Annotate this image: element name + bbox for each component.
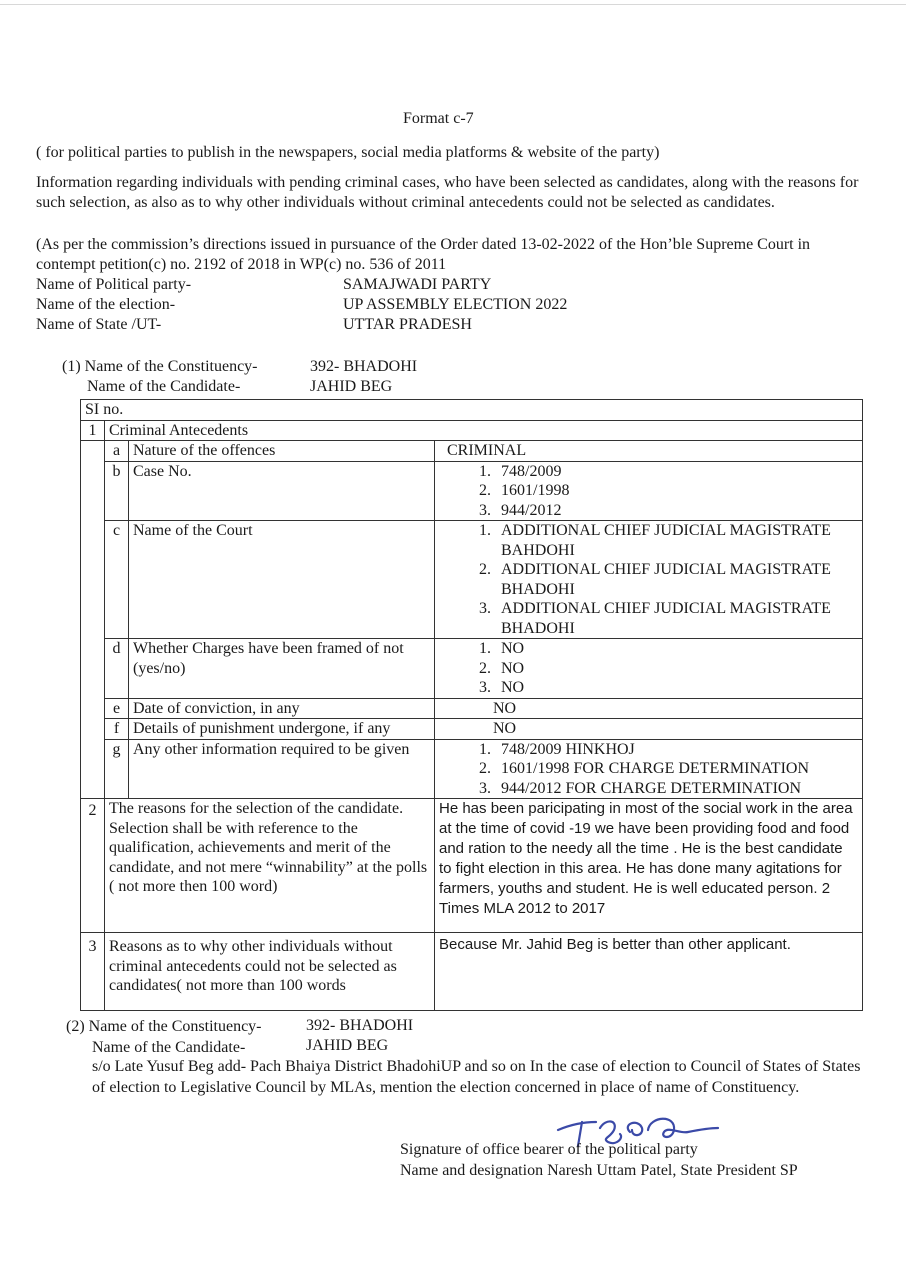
- list-item: 2. ADDITIONAL CHIEF JUDICIAL MAGISTRATE BHADOHI: [495, 560, 858, 599]
- table-row: [81, 719, 863, 740]
- candidate-value-2: JAHID BEG: [306, 1037, 389, 1054]
- charges-values: [435, 639, 863, 699]
- subtitle: ( for political parties to publish in the newspapers, social media platforms & website of the party): [36, 144, 660, 161]
- list-item: 2. 1601/1998: [495, 481, 858, 501]
- list-item: 3. ADDITIONAL CHIEF JUDICIAL MAGISTRATE BHADOHI: [495, 599, 858, 638]
- constituency-label-1: (1) Name of the Constituency-: [62, 358, 258, 375]
- constituency-value-2: 392- BHADOHI: [306, 1017, 414, 1034]
- table-row: [81, 420, 863, 441]
- list-item: 3. 944/2012: [495, 501, 858, 521]
- row-letter: c: [105, 521, 129, 639]
- sl-no-header: SI no.: [81, 400, 863, 421]
- table-row: [81, 441, 863, 462]
- row-letter: a: [105, 441, 129, 462]
- table-row: [81, 698, 863, 719]
- list-item: 1. NO: [495, 639, 858, 659]
- table-row: [81, 933, 863, 1011]
- selection-reason-label: The reasons for the selection of the candidate. Selection shall be with reference to the qualification, achievements and merit of the candidate, and not mere “winnability” at the polls ( not more then 100 word): [105, 799, 435, 933]
- court-label: Name of the Court: [129, 521, 435, 639]
- directions-paragraph: (As per the commission’s directions issued in pursuance of the Order dated 13-02-2022 of the Hon’ble Supreme Court in contempt petition(c) no. 2192 of 2018 in WP(c) no. 536 of 2011: [36, 236, 811, 273]
- charges-label: Whether Charges have been framed of not (yes/no): [129, 639, 435, 699]
- constituency-value-1: 392- BHADOHI: [310, 358, 418, 375]
- blank-cell: [81, 441, 105, 799]
- table-row: [81, 521, 863, 639]
- row-number: 1: [81, 420, 105, 441]
- list-item: 1. 748/2009 HINKHOJ: [495, 740, 858, 760]
- criminal-antecedents-title: Criminal Antecedents: [105, 420, 863, 441]
- list-item: 1. 748/2009: [495, 462, 858, 482]
- list-item: 1. ADDITIONAL CHIEF JUDICIAL MAGISTRATE BAHDOHI: [495, 521, 858, 560]
- table-row: [81, 799, 863, 933]
- list-item: 3. 944/2012 FOR CHARGE DETERMINATION: [495, 779, 858, 799]
- punishment-value: NO: [435, 719, 863, 740]
- candidate-address: s/o Late Yusuf Beg add- Pach Bhaiya District BhadohiUP and so on In the case of election to Council of States of States of election to Legislative Council by MLAs, mention the election concerned in place of name of Constituency.: [92, 1058, 861, 1096]
- row-letter: e: [105, 698, 129, 719]
- offence-label: Nature of the offences: [129, 441, 435, 462]
- row-number: 3: [81, 933, 105, 1011]
- punishment-label: Details of punishment undergone, if any: [129, 719, 435, 740]
- designation-line: Name and designation Naresh Uttam Patel, State President SP: [400, 1162, 798, 1179]
- case-no-label: Case No.: [129, 461, 435, 521]
- list-item: 2. 1601/1998 FOR CHARGE DETERMINATION: [495, 759, 858, 779]
- format-title: Format c-7: [403, 110, 474, 127]
- table-row: [81, 639, 863, 699]
- info-paragraph: Information regarding individuals with pending criminal cases, who have been selected as candidates, along with the reasons for such selection, as also as to why other individuals without criminal antecedents could not be selected as candidates.: [36, 174, 859, 211]
- row-letter: d: [105, 639, 129, 699]
- row-number: 2: [81, 799, 105, 933]
- candidate-label-1: Name of the Candidate-: [87, 378, 241, 395]
- case-no-values: [435, 461, 863, 521]
- list-item: 3. NO: [495, 678, 858, 698]
- offence-value: CRIMINAL: [435, 441, 863, 462]
- table-row: [81, 461, 863, 521]
- conviction-label: Date of conviction, in any: [129, 698, 435, 719]
- party-value: SAMAJWADI PARTY: [343, 276, 492, 293]
- candidate-value-1: JAHID BEG: [310, 378, 393, 395]
- constituency-label-2: (2) Name of the Constituency-: [66, 1018, 262, 1035]
- election-row: [36, 295, 175, 315]
- state-label: Name of State /UT-: [36, 316, 162, 333]
- court-values: [435, 521, 863, 639]
- selection-reason-value: He has been paricipating in most of the social work in the area at the time of covid -19 we have been providing food and food and ration to the needy all the time . He is the best candidate to fight election in this area. He has done many agitations for farmers, youths and student. He is well educated person. 2 Times MLA 2012 to 2017: [435, 799, 863, 933]
- state-value: UTTAR PRADESH: [343, 316, 472, 333]
- state-row: [36, 315, 161, 335]
- other-info-values: [435, 739, 863, 799]
- signature-line: Signature of office bearer of the political party: [400, 1141, 698, 1158]
- party-label: Name of Political party-: [36, 276, 192, 293]
- row-letter: f: [105, 719, 129, 740]
- other-individuals-value: Because Mr. Jahid Beg is better than other applicant.: [435, 933, 863, 1011]
- conviction-value: NO: [435, 698, 863, 719]
- party-row: [36, 275, 191, 295]
- row-letter: b: [105, 461, 129, 521]
- top-scan-border: [0, 4, 906, 5]
- row-letter: g: [105, 739, 129, 799]
- election-value: UP ASSEMBLY ELECTION 2022: [343, 296, 568, 313]
- candidate-label-2: Name of the Candidate-: [92, 1039, 246, 1056]
- election-label: Name of the election-: [36, 296, 176, 313]
- other-info-label: Any other information required to be given: [129, 739, 435, 799]
- table-row: [81, 400, 863, 421]
- criminal-antecedents-table: [80, 399, 863, 1011]
- list-item: 2. NO: [495, 659, 858, 679]
- table-row: [81, 739, 863, 799]
- other-individuals-label: Reasons as to why other individuals without criminal antecedents could not be selected as candidates( not more than 100 words: [105, 933, 435, 1011]
